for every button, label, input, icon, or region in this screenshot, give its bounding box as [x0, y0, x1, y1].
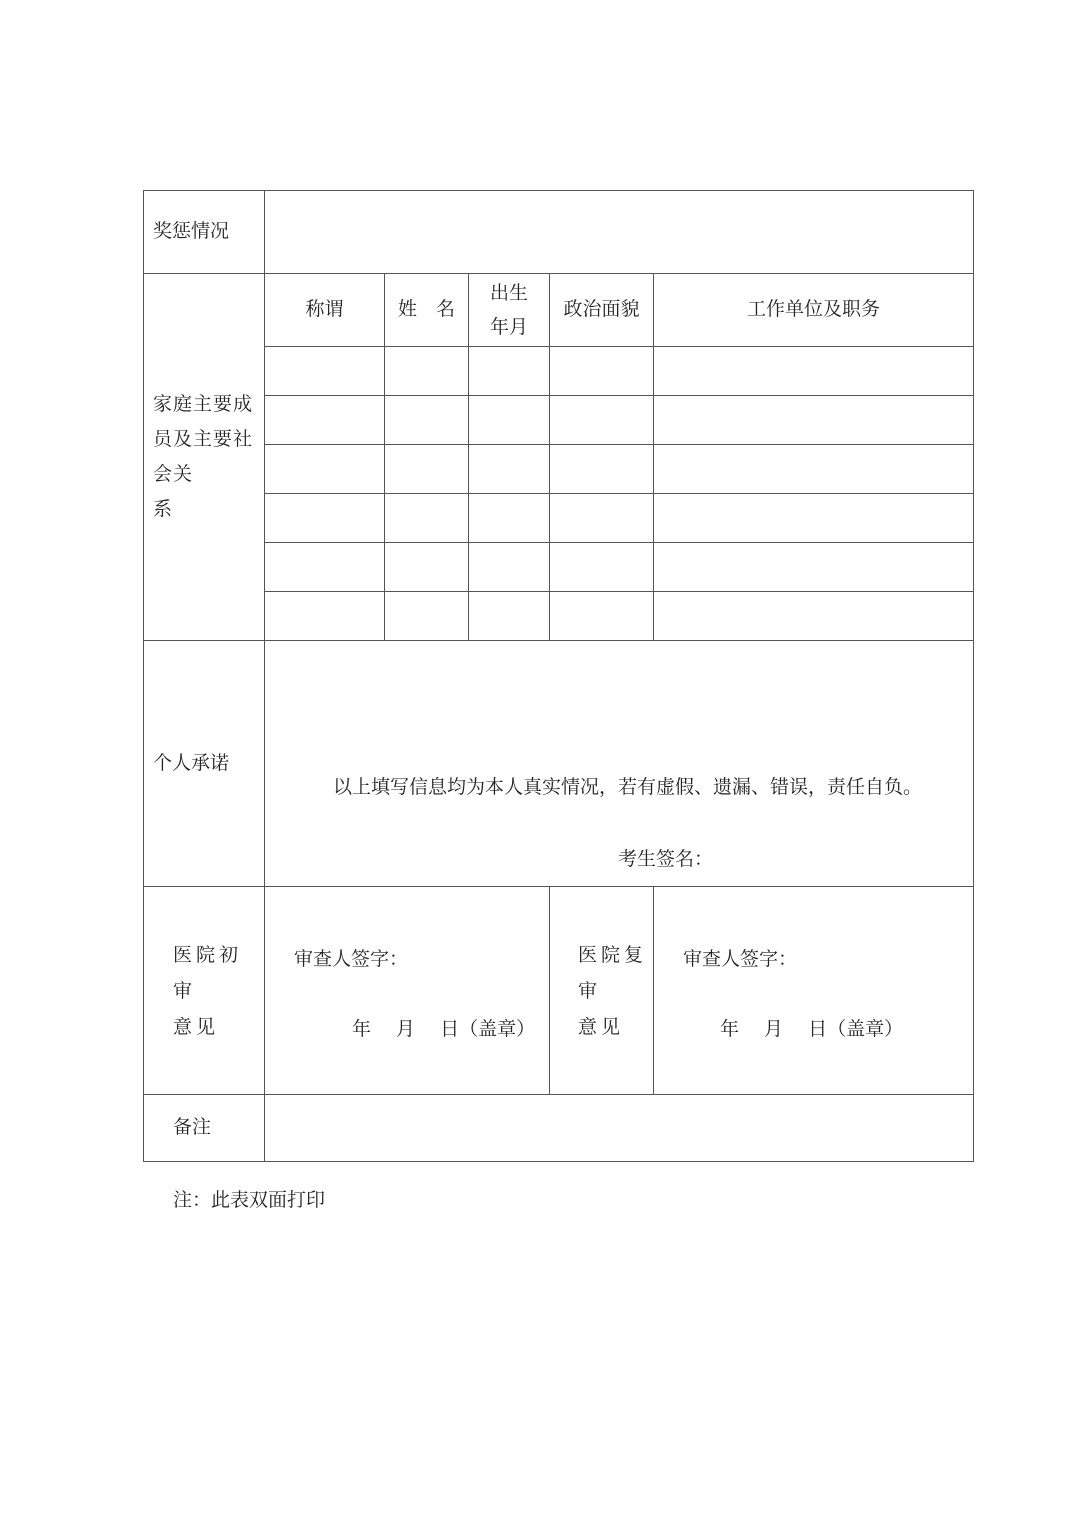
family-row [144, 347, 974, 396]
family-label: 家庭主要成员及主要社会关 [153, 393, 254, 485]
header-political: 政治面貌 [550, 274, 654, 347]
family-row [144, 494, 974, 543]
second-reviewer-sign[interactable]: 审查人签字： [683, 948, 798, 970]
rewards-row [144, 191, 974, 274]
rewards-label: 奖惩情况 [144, 191, 265, 274]
review-row [144, 887, 974, 1095]
family-cell-birth[interactable] [469, 396, 550, 445]
family-cell-political[interactable] [550, 347, 654, 396]
initial-review-label-cell [144, 887, 265, 1095]
family-row [144, 396, 974, 445]
family-cell-title[interactable] [265, 592, 385, 641]
header-work: 工作单位及职务 [654, 274, 974, 347]
family-header-row [144, 274, 974, 347]
family-cell-name[interactable] [385, 347, 469, 396]
remarks-row [144, 1095, 974, 1162]
candidate-sign-label[interactable]: 考生签名： [618, 848, 714, 870]
second-review-label-line2: 意见 [578, 1015, 625, 1038]
family-cell-work[interactable] [654, 347, 974, 396]
family-row [144, 592, 974, 641]
family-cell-birth[interactable] [469, 347, 550, 396]
initial-review-cell [265, 887, 550, 1095]
family-cell-birth[interactable] [469, 543, 550, 592]
family-cell-work[interactable] [654, 396, 974, 445]
initial-review-label-line2: 意见 [173, 1015, 220, 1038]
family-cell-birth[interactable] [469, 494, 550, 543]
remarks-label: 备注 [144, 1095, 265, 1162]
registration-form-table [143, 190, 974, 1162]
initial-review-label-line1: 医院初审 [173, 943, 243, 1002]
header-name: 姓 名 [385, 274, 469, 347]
header-birth-line2: 年月 [489, 316, 528, 338]
family-cell-political[interactable] [550, 494, 654, 543]
family-cell-work[interactable] [654, 494, 974, 543]
promise-cell [265, 641, 974, 887]
family-label-cell [144, 274, 265, 641]
family-cell-name[interactable] [385, 396, 469, 445]
promise-row [144, 641, 974, 887]
second-review-label-cell [550, 887, 654, 1095]
family-cell-work[interactable] [654, 445, 974, 494]
family-cell-birth[interactable] [469, 445, 550, 494]
family-cell-title[interactable] [265, 347, 385, 396]
family-cell-title[interactable] [265, 396, 385, 445]
family-cell-political[interactable] [550, 543, 654, 592]
initial-review-date[interactable]: 年 月 日（盖章） [352, 1018, 536, 1040]
family-cell-name[interactable] [385, 494, 469, 543]
second-review-cell [654, 887, 974, 1095]
family-cell-political[interactable] [550, 396, 654, 445]
family-cell-political[interactable] [550, 445, 654, 494]
family-row [144, 543, 974, 592]
family-cell-work[interactable] [654, 592, 974, 641]
family-cell-title[interactable] [265, 543, 385, 592]
remarks-field[interactable] [265, 1095, 974, 1162]
family-cell-name[interactable] [385, 445, 469, 494]
second-review-label-line1: 医院复审 [578, 943, 648, 1002]
header-birth [469, 274, 550, 347]
family-cell-political[interactable] [550, 592, 654, 641]
family-cell-name[interactable] [385, 543, 469, 592]
family-cell-title[interactable] [265, 445, 385, 494]
second-review-date[interactable]: 年 月 日（盖章） [720, 1018, 904, 1040]
initial-reviewer-sign[interactable]: 审查人签字： [294, 948, 409, 970]
family-cell-birth[interactable] [469, 592, 550, 641]
rewards-field[interactable] [265, 191, 974, 274]
family-label-tail: 系 [153, 498, 174, 520]
family-row [144, 445, 974, 494]
promise-text: 以上填写信息均为本人真实情况，若有虚假、遗漏、错误，责任自负。 [333, 776, 923, 798]
promise-label: 个人承诺 [144, 641, 265, 887]
family-cell-work[interactable] [654, 543, 974, 592]
family-cell-title[interactable] [265, 494, 385, 543]
header-birth-line1: 出生 [489, 282, 528, 304]
print-note: 注：此表双面打印 [173, 1189, 326, 1211]
header-title: 称谓 [265, 274, 385, 347]
family-cell-name[interactable] [385, 592, 469, 641]
